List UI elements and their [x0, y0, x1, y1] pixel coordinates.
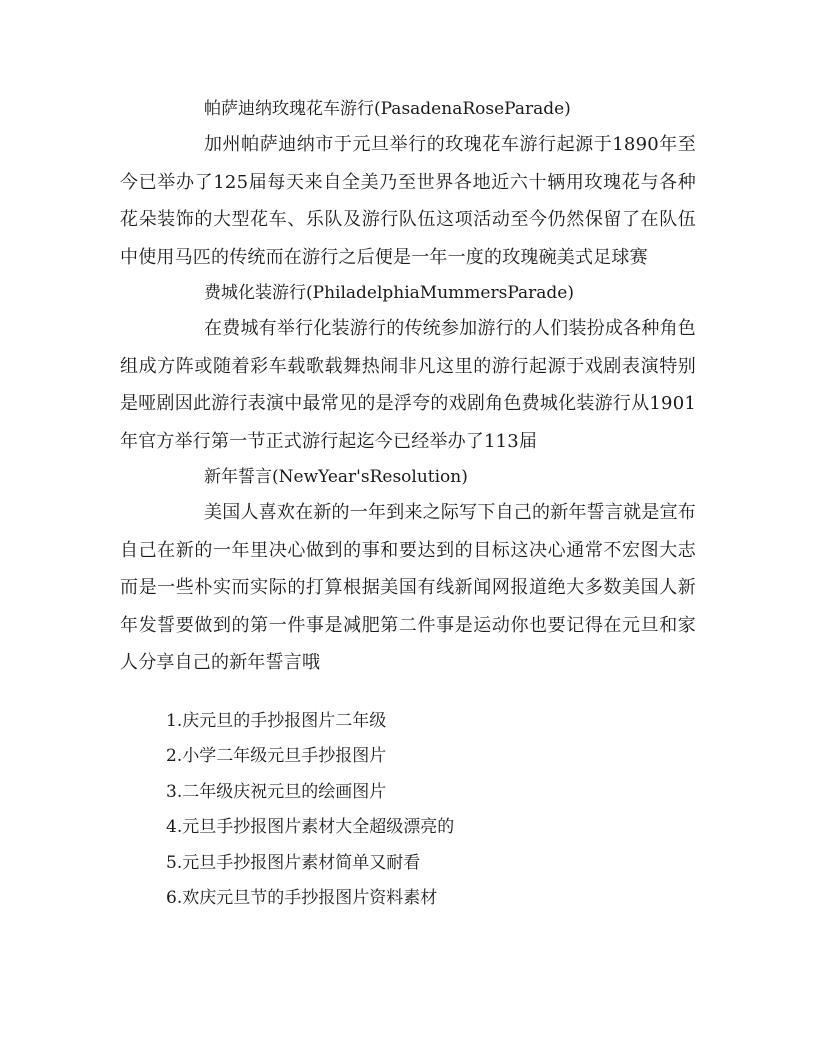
document-body — [120, 92, 696, 917]
section-heading-new-year-resolution: 新年誓言(NewYear'sResolution) — [204, 467, 468, 487]
related-article-link[interactable]: 3.二年级庆祝元旦的绘画图片 — [166, 781, 387, 802]
related-articles-list — [120, 704, 696, 917]
section-paragraph-rose-parade: 加州帕萨迪纳市于元旦举行的玫瑰花车游行起源于1890年至今已举办了125届每天来自全美乃至世界各地近六十辆用玫瑰花与各种花朵装饰的大型花车、乐队及游行队伍这项活动至今仍然保留了在队伍中使用马匹的传统而在游行之后便是一年一度的玫瑰碗美式足球赛 — [120, 134, 696, 268]
related-article-link[interactable]: 6.欢庆元旦节的手抄报图片资料素材 — [166, 888, 438, 908]
related-article-link[interactable]: 4.元旦手抄报图片素材大全超级漂亮的 — [166, 817, 455, 837]
related-article-link[interactable]: 5.元旦手抄报图片素材简单又耐看 — [166, 852, 421, 873]
section-heading-mummers-parade: 费城化装游行(PhiladelphiaMummersParade) — [204, 283, 574, 303]
section-heading-rose-parade: 帕萨迪纳玫瑰花车游行(PasadenaRoseParade) — [204, 99, 571, 119]
related-article-link[interactable]: 1.庆元旦的手抄报图片二年级 — [166, 710, 387, 731]
related-article-link[interactable]: 2.小学二年级元旦手抄报图片 — [166, 746, 387, 766]
section-paragraph-mummers-parade: 在费城有举行化装游行的传统参加游行的人们装扮成各种角色组成方阵或随着彩车载歌载舞热闹非凡这里的游行起源于戏剧表演特别是哑剧因此游行表演中最常见的是浮夸的戏剧角色费城化装游行从1901年官方举行第一节正式游行起迄今已经举办了113届 — [120, 318, 696, 452]
section-paragraph-new-year-resolution: 美国人喜欢在新的一年到来之际写下自己的新年誓言就是宣布自己在新的一年里决心做到的事和要达到的目标这决心通常不宏图大志而是一些朴实而实际的打算根据美国有线新闻网报道绝大多数美国人新年发誓要做到的第一件事是减肥第二件事是运动你也要记得在元旦和家人分享自己的新年誓言哦 — [120, 502, 696, 673]
